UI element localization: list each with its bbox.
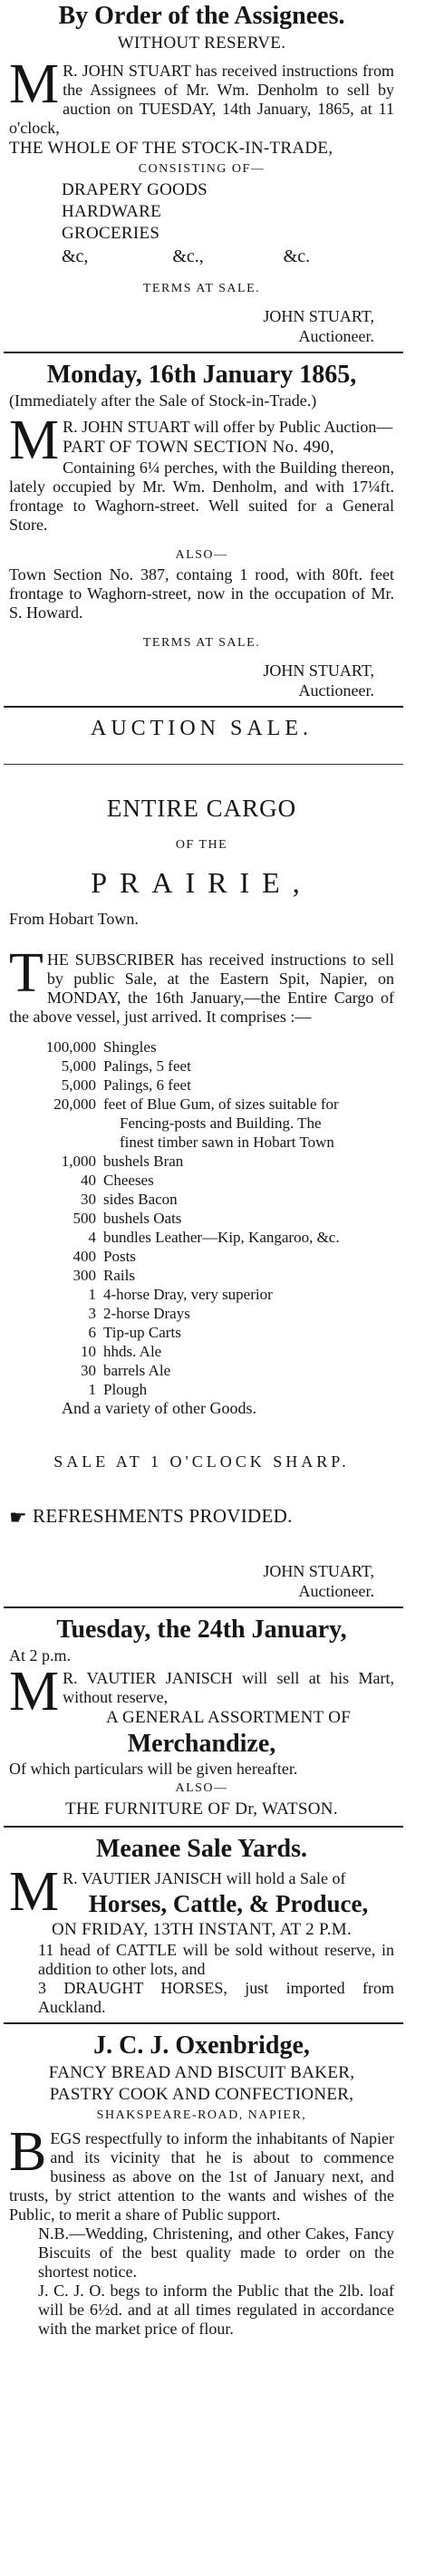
divider (4, 352, 403, 353)
ad5-heading: Meanee Sale Yards. (95, 1835, 308, 1863)
ad6-body (9, 2121, 394, 2224)
ad-merchandize-sale (9, 1614, 394, 1820)
list-item: 1,000 bushels Bran (61, 1153, 184, 1170)
ad1-subheading: WITHOUT RESERVE. (117, 34, 286, 53)
ad1-etc-row (9, 245, 394, 268)
list-item: 1 4-horse Dray, very superior (88, 1286, 273, 1303)
ad2-subheading: (Immediately after the Sale of Stock-in-Trade.) (9, 391, 317, 410)
ad2-body3: Town Section No. 387, containg 1 rood, with 80ft. feet frontage to Waghorn-street, now in the occupation of Mr. S. Howard. (9, 565, 394, 622)
ad2-dropcap: M (9, 410, 60, 471)
ad6-loaf: J. C. J. O. begs to inform the Public that the 2lb. loaf will be 6½d. and at all times regulated in accordance with the market price of flour. (38, 2282, 394, 2338)
ad5-horses: Horses, Cattle, & Produce, (88, 1890, 369, 1917)
ad4-dropcap: M (9, 1661, 60, 1722)
ad6-address: SHAKSPEARE-ROAD, NAPIER, (96, 2108, 307, 2122)
ad1-etc-2: &c., (172, 246, 204, 266)
ad6-heading: J. C. J. Oxenbridge, (93, 2031, 310, 2060)
list-item: 30 sides Bacon (81, 1191, 178, 1208)
ad3-sig-name: JOHN STUART, (263, 1562, 374, 1580)
ad6-nb: N.B.—Wedding, Christening, and other Cakes, Fancy Biscuits of the best quality made to order on the shortest notice. (38, 2224, 394, 2281)
ad5-dropcap: M (9, 1861, 60, 1923)
ad4-furniture: THE FURNITURE OF Dr, WATSON. (65, 1799, 338, 1819)
divider (4, 764, 403, 765)
ad3-entire-cargo: ENTIRE CARGO (106, 795, 297, 822)
ad6-line2: PASTRY COOK AND CONFECTIONER, (49, 2085, 354, 2104)
ad-assignees-sale (9, 0, 394, 346)
ad3-heading: AUCTION SALE. (91, 717, 313, 740)
divider (4, 1826, 403, 1828)
ad-meanee-sale-yards (9, 1833, 394, 2017)
ad4-time: At 2 p.m. (9, 1646, 72, 1664)
ad2-also: ALSO— (175, 548, 228, 562)
ad3-body-text: HE SUBSCRIBER has received instructions to sell by public Sale, at the Eastern Spit, Napier, on MONDAY, the 16th January,—the Entire Cargo of the above vessel, just arrived. It comprises :— (9, 950, 394, 1026)
ad2-sig-title: Auctioneer. (298, 681, 374, 699)
ad4-general: A GENERAL ASSORTMENT OF (105, 1708, 352, 1727)
ad3-refreshments-row (9, 1505, 394, 1529)
ad1-dropcap: M (9, 53, 60, 115)
ad6-line1: FANCY BREAD AND BISCUIT BAKER, (48, 2063, 355, 2082)
ad3-variety: And a variety of other Goods. (62, 1399, 256, 1417)
ad3-sig-title: Auctioneer. (298, 1582, 374, 1600)
ad1-goods-3: GROCERIES (62, 224, 160, 243)
ad3-cargo-list (9, 1037, 394, 1399)
ad5-cattle: 11 head of CATTLE will be sold without reserve, in addition to other lots, and (38, 1941, 394, 1978)
pointing-hand-icon: ☛ (9, 1506, 28, 1529)
list-item: 5,000 Palings, 5 feet (61, 1057, 191, 1075)
ad5-draught: 3 DRAUGHT HORSES, just imported from Auckland. (38, 1979, 394, 2016)
ad1-heading: By Order of the Assignees. (58, 2, 345, 30)
list-item: 30 barrels Ale (81, 1362, 171, 1379)
ad2-terms: TERMS AT SALE. (142, 636, 261, 650)
ad1-whole: THE WHOLE OF THE STOCK-IN-TRADE, (9, 139, 333, 158)
ad4-merch: Merchandize, (127, 1730, 276, 1758)
ad-town-section-sale (9, 359, 394, 700)
ad1-goods-2: HARDWARE (62, 202, 162, 221)
ad1-body-text: R. JOHN STUART has received instructions from the Assignees of Mr. Wm. Denholm to sell by auction on TUESDAY, 14th January, 1865, at 11 o'clock, (9, 62, 394, 137)
ad2-body2: Containing 6¼ perches, with the Building thereon, lately occupied by Mr. Wm. Denholm, and with 17¼ft. frontage to Waghorn-street. Well suited for a General Store. (9, 458, 394, 534)
ad1-sig-name: JOHN STUART, (263, 307, 374, 325)
ad3-of-the: OF THE (175, 838, 228, 852)
ad3-sale-time: SALE AT 1 O'CLOCK SHARP. (53, 1452, 350, 1471)
list-item: 40 Cheeses (81, 1172, 154, 1189)
ad3-dropcap: T (9, 942, 43, 1004)
ad2-body-text: R. JOHN STUART will offer by Public Auction— (63, 418, 393, 436)
ad3-ship-name: PRAIRIE, (91, 866, 313, 899)
ad2-heading: Monday, 16th January 1865, (46, 361, 357, 389)
ad4-body-text: R. VAUTIER JANISCH will sell at his Mart, without reserve, (63, 1669, 394, 1706)
ad3-from: From Hobart Town. (9, 910, 139, 928)
ad1-consisting: CONSISTING OF— (138, 162, 266, 176)
list-item: 6 Tip-up Carts (88, 1324, 181, 1341)
ad4-heading: Tuesday, the 24th January, (56, 1616, 347, 1644)
list-item: 400 Posts (72, 1248, 136, 1265)
ad3-refreshments: REFRESHMENTS PROVIDED. (33, 1505, 293, 1527)
list-item: 500 bushels Oats (72, 1210, 182, 1227)
ad5-friday: ON FRIDAY, 13TH INSTANT, AT 2 P.M. (51, 1920, 353, 1939)
list-item: 100,000 Shingles (45, 1038, 157, 1056)
ad1-etc-1: &c, (62, 246, 89, 266)
divider (4, 1606, 403, 1608)
list-item: 20,000 feet of Blue Gum, of sizes suitable for Fencing-posts and Building. The finest timber sawn in Hobart Town (53, 1095, 339, 1151)
ad1-etc-3: &c. (283, 246, 311, 266)
list-item: 4 bundles Leather—Kip, Kangaroo, &c. (88, 1229, 340, 1246)
ad4-particulars: Of which particulars will be given hereafter. (9, 1760, 298, 1778)
ad5-body-text: R. VAUTIER JANISCH will hold a Sale of (63, 1869, 346, 1887)
ad-oxenbridge-baker (9, 2030, 394, 2339)
ad4-also: ALSO— (175, 1781, 228, 1795)
ad3-body (9, 942, 394, 1027)
ad1-terms: TERMS AT SALE. (142, 282, 261, 295)
list-item: 3 2-horse Drays (88, 1305, 190, 1322)
ad1-body (9, 53, 394, 138)
ad1-sig-title: Auctioneer. (298, 327, 374, 345)
list-item: 1 Plough (88, 1381, 148, 1398)
ad2-lot1: PART OF TOWN SECTION No. 490, (63, 438, 334, 457)
ad-prairie-cargo (9, 713, 394, 1601)
divider (4, 706, 403, 708)
ad6-body-text: EGS respectfully to inform the inhabitants of Napier and its vicinity that he is about to commence business as above on the 1st of January next, and trusts, by strict attention to the wants and wishes of the Public, to merit a share of Public support. (9, 2129, 394, 2224)
ad2-sig-name: JOHN STUART, (263, 661, 374, 680)
ad1-goods-1: DRAPERY GOODS (62, 180, 208, 199)
ad6-dropcap: B (9, 2121, 47, 2183)
list-item: 300 Rails (72, 1267, 135, 1284)
list-item: 5,000 Palings, 6 feet (61, 1076, 191, 1094)
list-item: 10 hhds. Ale (81, 1343, 162, 1360)
divider (4, 2022, 403, 2024)
